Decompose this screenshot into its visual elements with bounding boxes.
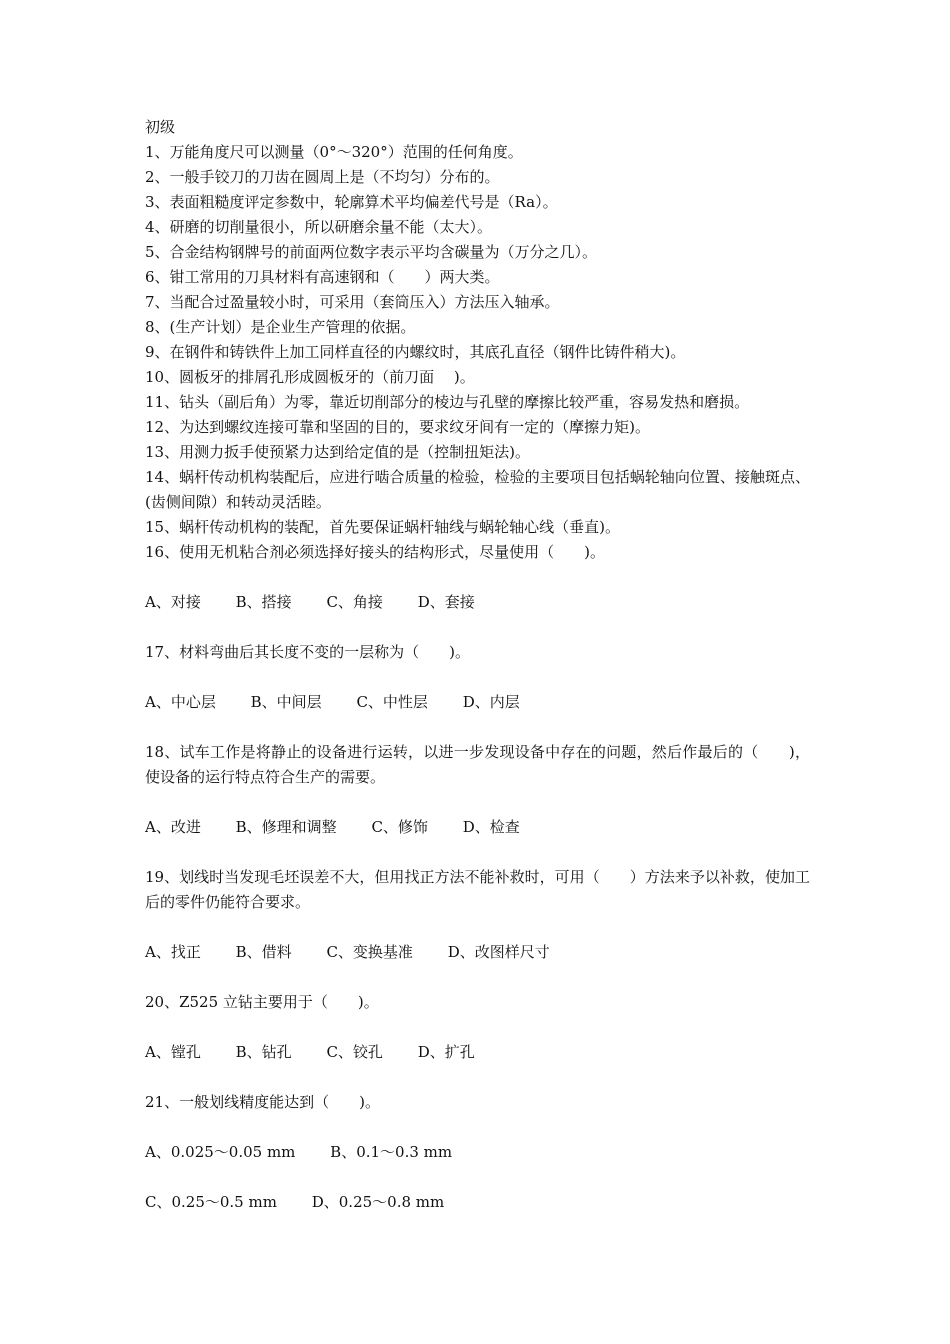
spacer [145,965,810,990]
option-b: B、修理和调整 [235,818,337,836]
question-17: 17、材料弯曲后其长度不变的一层称为（ )。 [145,643,470,661]
option-b: B、借料 [235,943,292,961]
question-17-options [145,690,810,715]
question-20: 20、Z525 立钻主要用于（ )。 [145,993,379,1011]
question-21: 21、一般划线精度能达到（ )。 [145,1093,380,1111]
option-c: C、铰孔 [326,1043,383,1061]
option-c: C、变换基准 [326,943,413,961]
question-9: 9、在钢件和铸铁件上加工同样直径的内螺纹时，其底孔直径（钢件比铸件稍大)。 [145,343,686,361]
question-18-options [145,815,810,840]
question-2: 2、一般手铰刀的刀齿在圆周上是（不均匀）分布的。 [145,168,500,186]
option-a: A、对接 [145,593,201,611]
question-8: 8、(生产计划）是企业生产管理的依据。 [145,318,416,336]
spacer [145,1065,810,1090]
option-a: A、0.025～0.05 mm [145,1143,296,1161]
option-b: B、中间层 [250,693,322,711]
question-3: 3、表面粗糙度评定参数中，轮廓算术平均偏差代号是（Ra）。 [145,193,558,211]
document-page [145,115,810,1215]
option-a: A、镗孔 [145,1043,201,1061]
option-d: D、扩孔 [417,1043,475,1061]
option-b: B、钻孔 [235,1043,292,1061]
option-d: D、0.25～0.8 mm [311,1193,445,1211]
option-a: A、中心层 [145,693,216,711]
option-b: B、搭接 [235,593,292,611]
spacer [145,615,810,640]
option-c: C、0.25～0.5 mm [145,1193,277,1211]
option-d: D、检查 [462,818,520,836]
question-18: 18、试车工作是将静止的设备进行运转，以进一步发现设备中存在的问题，然后作最后的（ )，使设备的运行特点符合生产的需要。 [145,743,810,786]
question-21-options-row-1 [145,1140,810,1165]
question-19-options [145,940,810,965]
option-a: A、找正 [145,943,201,961]
question-19: 19、划线时当发现毛坯误差不大，但用找正方法不能补救时，可用（ ）方法来予以补救，使加工后的零件仍能符合要求。 [145,868,810,911]
spacer [145,1115,810,1140]
question-13: 13、用测力扳手使预紧力达到给定值的是（控制扭矩法)。 [145,443,530,461]
spacer [145,565,810,590]
spacer [145,1015,810,1040]
question-10: 10、圆板牙的排屑孔形成圆板牙的（前刀面 )。 [145,368,475,386]
question-16-options [145,590,810,615]
option-d: D、套接 [417,593,475,611]
spacer [145,915,810,940]
question-7: 7、当配合过盈量较小时，可采用（套筒压入）方法压入轴承。 [145,293,560,311]
spacer [145,1165,810,1190]
question-11: 11、钻头（副后角）为零，靠近切削部分的棱边与孔壁的摩擦比较严重，容易发热和磨损。 [145,393,750,411]
question-21-options-row-2 [145,1190,810,1215]
question-14: 14、蜗杆传动机构装配后，应进行啮合质量的检验，检验的主要项目包括蜗轮轴向位置、接触斑点、(齿侧间隙）和转动灵活睦。 [145,468,810,511]
question-12: 12、为达到螺纹连接可靠和坚固的目的，要求纹牙间有一定的（摩擦力矩)。 [145,418,650,436]
spacer [145,715,810,740]
option-b: B、0.1～0.3 mm [330,1143,453,1161]
option-d: D、内层 [462,693,520,711]
spacer [145,790,810,815]
option-c: C、修饰 [371,818,428,836]
question-16: 16、使用无机粘合剂必须选择好接头的结构形式，尽量使用（ )。 [145,543,605,561]
spacer [145,665,810,690]
question-15: 15、蜗杆传动机构的装配，首先要保证蜗杆轴线与蜗轮轴心线（垂直)。 [145,518,620,536]
heading: 初级 [145,118,176,136]
spacer [145,840,810,865]
question-20-options [145,1040,810,1065]
question-1: 1、万能角度尺可以测量（0°～320°）范围的任何角度。 [145,143,523,161]
question-6: 6、钳工常用的刀具材料有高速钢和（ ）两大类。 [145,268,500,286]
question-5: 5、合金结构钢牌号的前面两位数字表示平均含碳量为（万分之几）。 [145,243,598,261]
option-c: C、角接 [326,593,383,611]
question-4: 4、研磨的切削量很小，所以研磨余量不能（太大）。 [145,218,493,236]
option-d: D、改图样尺寸 [447,943,550,961]
option-c: C、中性层 [356,693,428,711]
option-a: A、改进 [145,818,201,836]
